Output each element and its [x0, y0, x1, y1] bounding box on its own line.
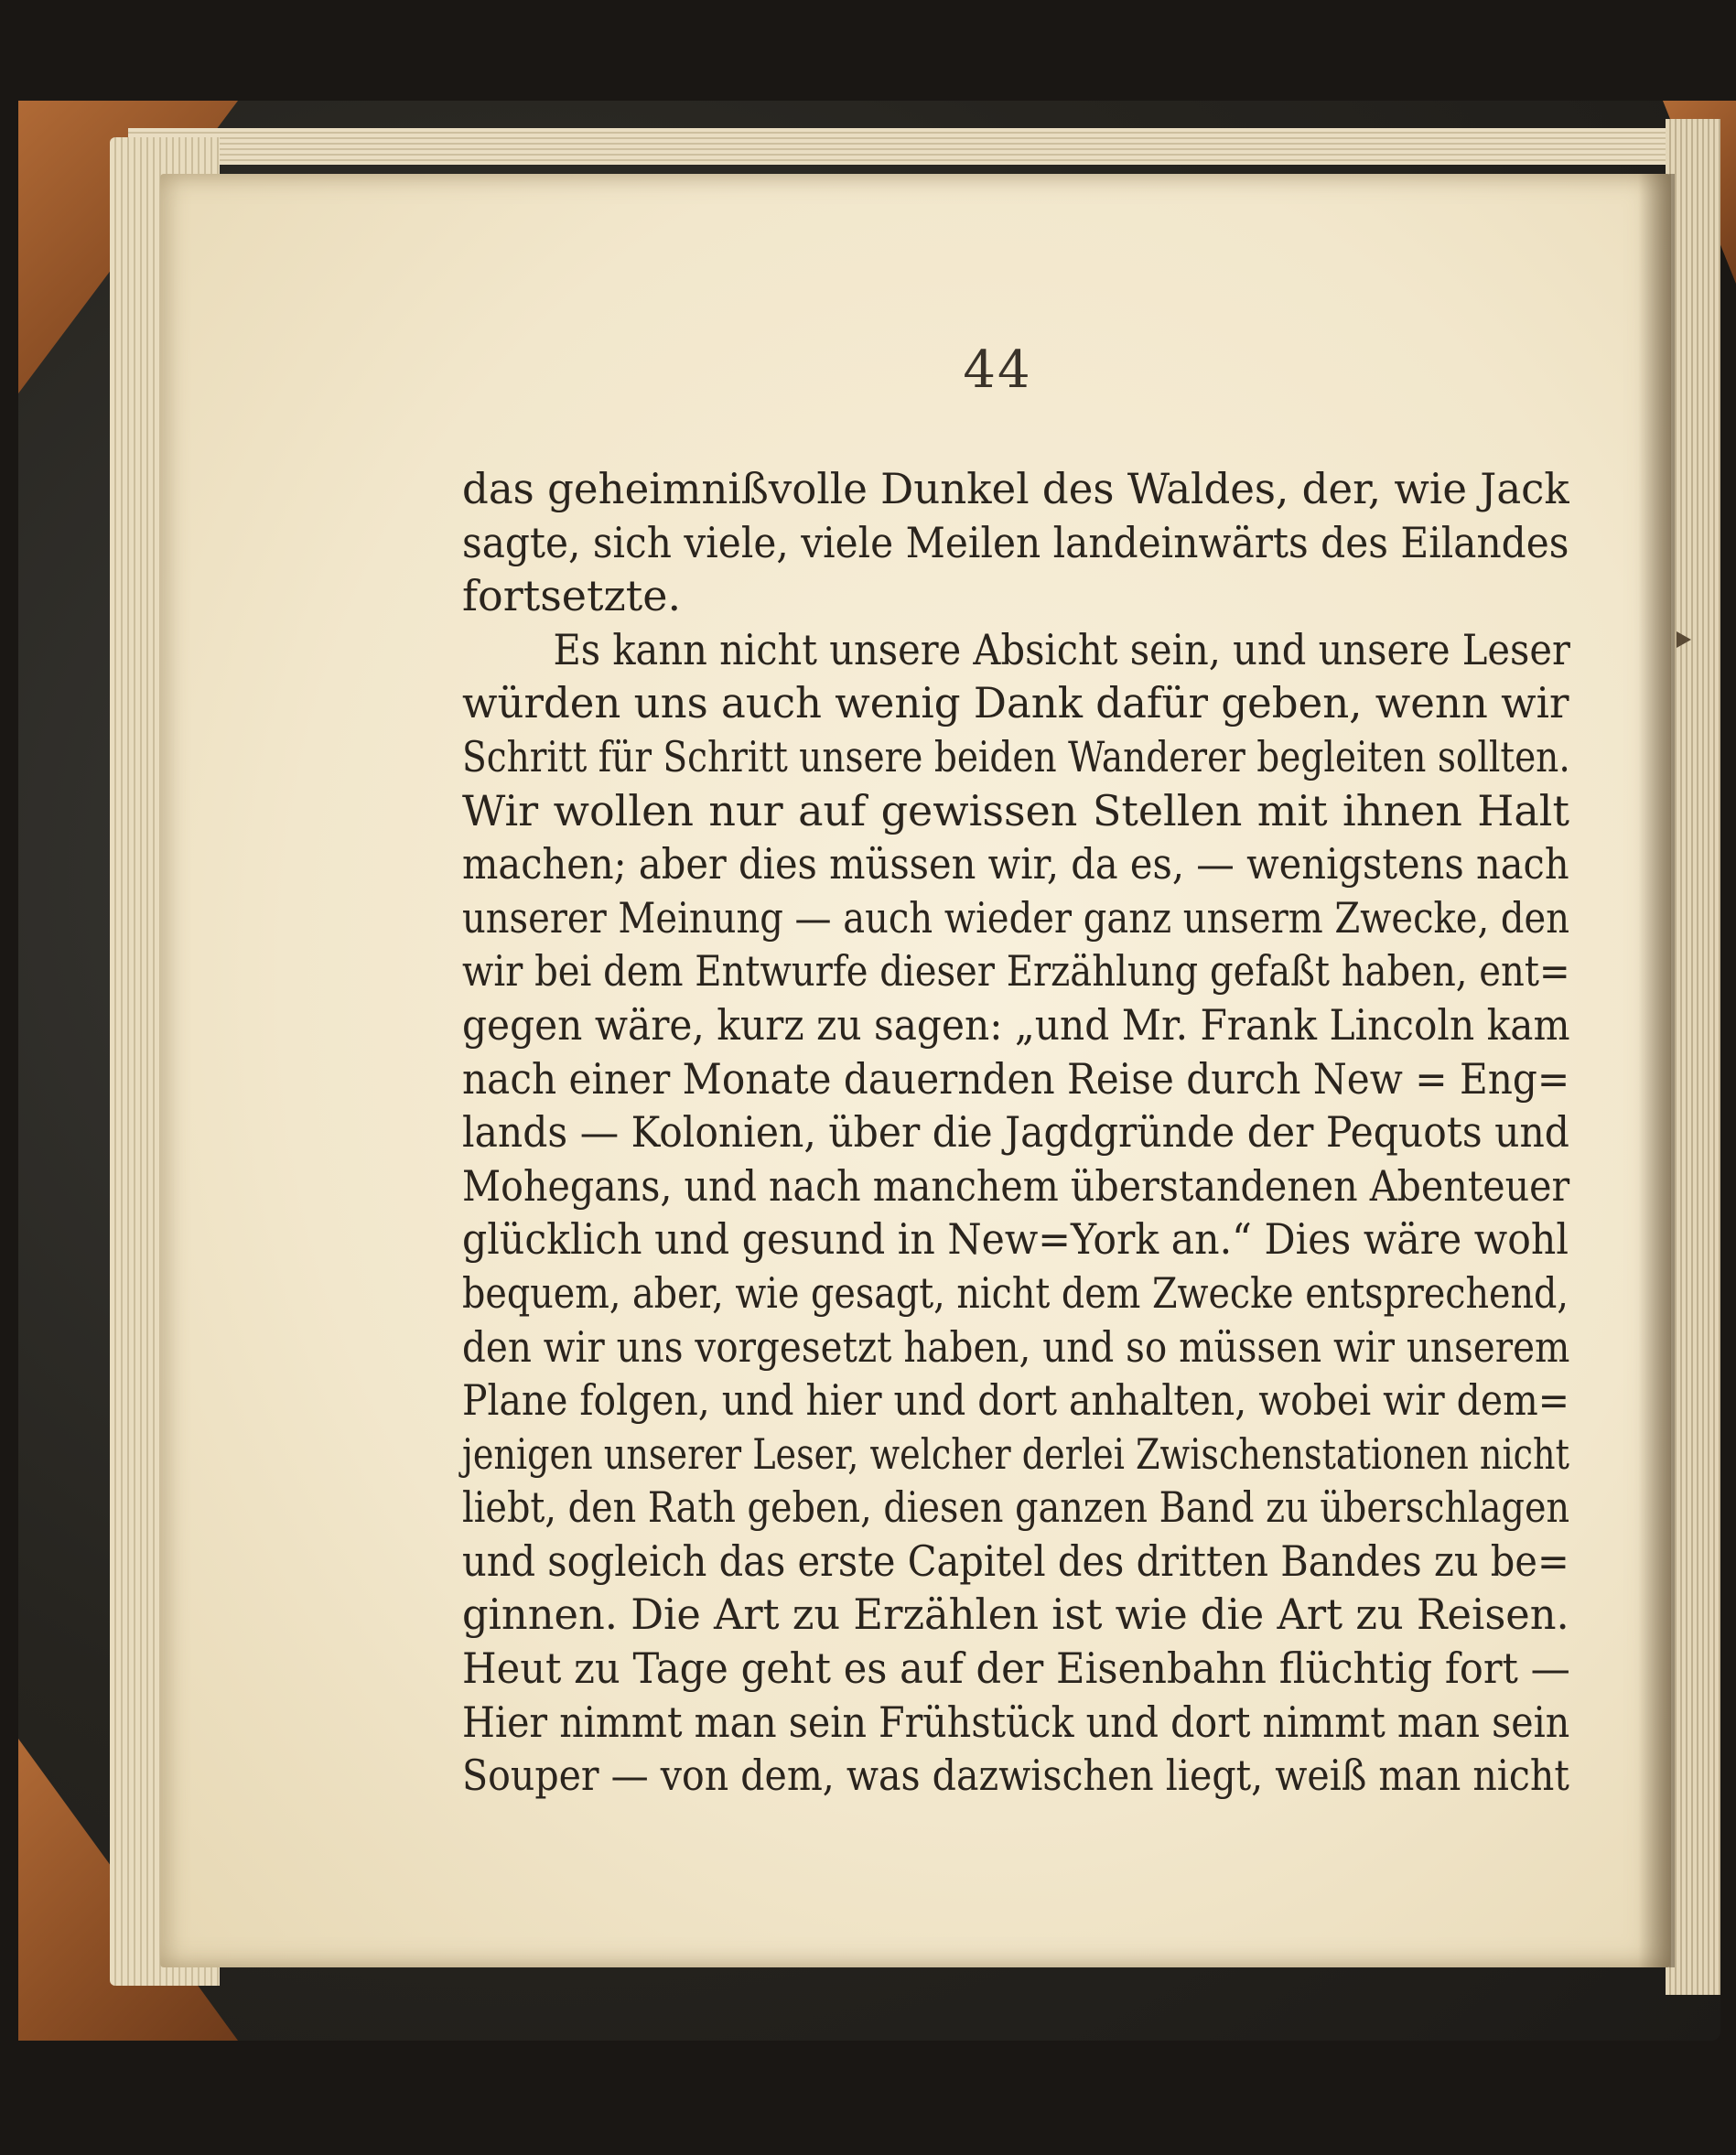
- text-line: Souper — von dem, was dazwischen liegt, weiß man nicht: [462, 1751, 1569, 1801]
- text-line: Plane folgen, und hier und dort anhalten, wobei wir dem=: [462, 1375, 1569, 1426]
- text-line: ginnen. Die Art zu Erzählen ist wie die Art zu Reisen.: [462, 1589, 1569, 1640]
- text-line: Hier nimmt man sein Frühstück und dort nimmt man sein: [462, 1697, 1570, 1747]
- page-edges-top: [128, 128, 1684, 165]
- text-line: sagte, sich viele, viele Meilen landeinwärts des Eilandes: [462, 517, 1569, 567]
- text-line: wir bei dem Entwurfe dieser Erzählung gefaßt haben, ent=: [462, 946, 1570, 997]
- text-line: bequem, aber, wie gesagt, nicht dem Zwecke entsprechend,: [462, 1267, 1569, 1318]
- text-line: nach einer Monate dauernden Reise durch New = Eng=: [462, 1053, 1570, 1104]
- text-line: fortsetzte.: [462, 571, 682, 621]
- text-line: Wir wollen nur auf gewissen Stellen mit ihnen Halt: [462, 785, 1569, 835]
- text-line: Heut zu Tage geht es auf der Eisenbahn flüchtig fort —: [462, 1643, 1570, 1694]
- text-line: Schritt für Schritt unsere beiden Wanderer begleiten sollten.: [462, 731, 1570, 781]
- text-line: machen; aber dies müssen wir, da es, — wenigstens nach: [462, 839, 1569, 889]
- text-line: Es kann nicht unsere Absicht sein, und unsere Leser: [553, 624, 1570, 674]
- text-line: gegen wäre, kurz zu sagen: „und Mr. Frank Lincoln kam: [462, 999, 1570, 1050]
- text-line: Mohegans, und nach manchem überstandenen Abenteuer: [462, 1160, 1570, 1211]
- text-line: würden uns auch wenig Dank dafür geben, wenn wir: [462, 678, 1569, 728]
- text-line: den wir uns vorgesetzt haben, und so müssen wir unserem: [462, 1321, 1570, 1372]
- text-line: glücklich und gesund in New=York an.“ Dies wäre wohl: [462, 1214, 1569, 1265]
- text-line: und sogleich das erste Capitel des dritten Bandes zu be=: [462, 1535, 1569, 1586]
- gutter-shadow: [1638, 174, 1675, 1967]
- text-line: das geheimnißvolle Dunkel des Waldes, der, wie Jack: [462, 464, 1569, 513]
- text-line: lands — Kolonien, über die Jagdgründe der Pequots und: [462, 1107, 1569, 1158]
- body-text: [462, 462, 1569, 1803]
- text-line: liebt, den Rath geben, diesen ganzen Band zu überschlagen: [462, 1482, 1570, 1533]
- text-line: jenigen unserer Leser, welcher derlei Zwischenstationen nicht: [462, 1428, 1569, 1479]
- text-line: unserer Meinung — auch wieder ganz unserm Zwecke, den: [462, 892, 1569, 943]
- page-number: 44: [963, 340, 1032, 400]
- page-edge-marker: [1677, 631, 1691, 648]
